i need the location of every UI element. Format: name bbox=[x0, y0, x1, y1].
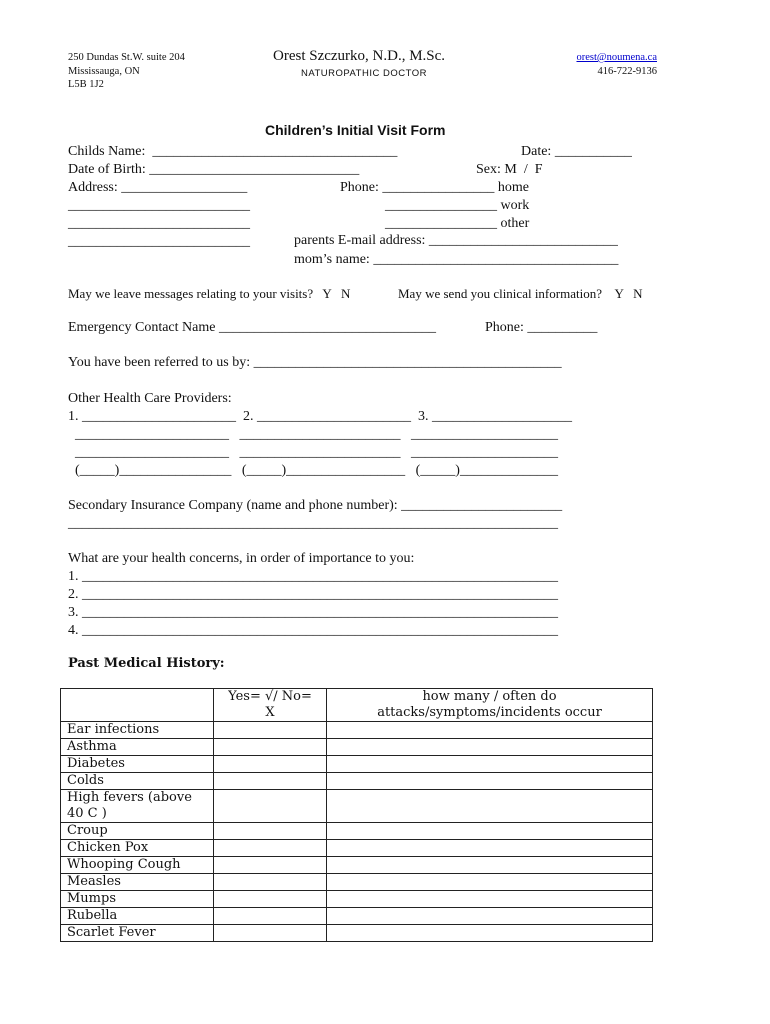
table-row bbox=[61, 739, 653, 756]
email-link[interactable]: orest@noumena.ca bbox=[576, 52, 657, 63]
yes-no-header: Yes= √/ No= X bbox=[214, 689, 327, 722]
yes-no-cell[interactable] bbox=[214, 925, 327, 942]
yes-no-cell[interactable] bbox=[214, 790, 327, 823]
table-row bbox=[61, 857, 653, 874]
clinical-info-question[interactable]: May we send you clinical information? Y N bbox=[398, 286, 643, 301]
frequency-cell[interactable] bbox=[327, 790, 653, 823]
messages-question[interactable]: May we leave messages relating to your visits? Y N bbox=[68, 286, 351, 301]
phone-other-field[interactable]: ________________ other bbox=[385, 216, 530, 231]
condition-name: Ear infections bbox=[61, 722, 214, 739]
table-row bbox=[61, 823, 653, 840]
yes-no-cell[interactable] bbox=[214, 773, 327, 790]
address-line-3[interactable]: __________________________ bbox=[68, 216, 250, 231]
condition-name: Whooping Cough bbox=[61, 857, 214, 874]
yes-no-cell[interactable] bbox=[214, 739, 327, 756]
frequency-cell[interactable] bbox=[327, 773, 653, 790]
emergency-phone-field[interactable]: Phone: __________ bbox=[485, 320, 598, 335]
table-row bbox=[61, 908, 653, 925]
table-row bbox=[61, 790, 653, 823]
condition-name: Diabetes bbox=[61, 756, 214, 773]
phone-work-field[interactable]: ________________ work bbox=[385, 198, 530, 213]
emergency-contact-field[interactable]: Emergency Contact Name _______________________________ bbox=[68, 320, 436, 335]
yes-no-cell[interactable] bbox=[214, 756, 327, 773]
yes-no-cell[interactable] bbox=[214, 874, 327, 891]
yes-no-cell[interactable] bbox=[214, 891, 327, 908]
table-row bbox=[61, 722, 653, 739]
providers-label: Other Health Care Providers: bbox=[68, 391, 232, 406]
concern-3[interactable]: 3. ____________________________________________________________________ bbox=[68, 605, 558, 620]
condition-name: Asthma bbox=[61, 739, 214, 756]
form-title: Children’s Initial Visit Form bbox=[265, 122, 446, 138]
yes-no-cell[interactable] bbox=[214, 722, 327, 739]
table-header-row bbox=[61, 689, 653, 722]
practitioner-name: Orest Szczurko, N.D., M.Sc. bbox=[273, 48, 446, 64]
table-row bbox=[61, 840, 653, 857]
frequency-cell[interactable] bbox=[327, 891, 653, 908]
providers-row-3[interactable]: ______________________ _______________________ _____________________ bbox=[68, 445, 558, 460]
past-medical-history-heading: Past Medical History: bbox=[68, 656, 225, 671]
parent-email-field[interactable]: parents E-mail address: ___________________________ bbox=[294, 233, 618, 248]
clinic-address-line3: L5B 1J2 bbox=[68, 79, 104, 90]
frequency-cell[interactable] bbox=[327, 857, 653, 874]
yes-no-cell[interactable] bbox=[214, 823, 327, 840]
frequency-cell[interactable] bbox=[327, 840, 653, 857]
table-row bbox=[61, 756, 653, 773]
providers-row-1[interactable]: 1. ______________________ 2. ______________________ 3. ____________________ bbox=[68, 409, 572, 424]
yes-no-cell[interactable] bbox=[214, 840, 327, 857]
clinic-address-line2: Mississauga, ON bbox=[68, 66, 140, 77]
insurance-line-2[interactable]: ______________________________________________________________________ bbox=[68, 516, 558, 531]
clinic-address-line1: 250 Dundas St.W. suite 204 bbox=[68, 52, 185, 63]
phone-home-field[interactable]: Phone: ________________ home bbox=[340, 180, 529, 195]
practitioner-title: NATUROPATHIC DOCTOR bbox=[301, 68, 427, 79]
frequency-header: how many / often do attacks/symptoms/incidents occur bbox=[327, 689, 653, 722]
insurance-field[interactable]: Secondary Insurance Company (name and phone number): _______________________ bbox=[68, 498, 563, 513]
clinic-phone: 416-722-9136 bbox=[597, 66, 657, 77]
concerns-label: What are your health concerns, in order of importance to you: bbox=[68, 551, 415, 566]
table-row bbox=[61, 891, 653, 908]
date-field[interactable]: Date: ___________ bbox=[521, 144, 632, 159]
concern-2[interactable]: 2. ____________________________________________________________________ bbox=[68, 587, 558, 602]
providers-row-4[interactable]: (_____)________________ (_____)_________________ (_____)______________ bbox=[68, 463, 558, 478]
dob-field[interactable]: Date of Birth: ______________________________ bbox=[68, 162, 360, 177]
frequency-cell[interactable] bbox=[327, 908, 653, 925]
condition-name: Colds bbox=[61, 773, 214, 790]
condition-name: Measles bbox=[61, 874, 214, 891]
condition-name: Scarlet Fever bbox=[61, 925, 214, 942]
sex-field[interactable]: Sex: M / F bbox=[476, 162, 543, 177]
table-row bbox=[61, 925, 653, 942]
condition-name: High fevers (above 40 C ) bbox=[61, 790, 214, 823]
table-row bbox=[61, 874, 653, 891]
address-field[interactable]: Address: __________________ bbox=[68, 180, 248, 195]
condition-name: Croup bbox=[61, 823, 214, 840]
providers-row-2[interactable]: ______________________ _______________________ _____________________ bbox=[68, 427, 558, 442]
condition-name: Mumps bbox=[61, 891, 214, 908]
table-row bbox=[61, 773, 653, 790]
condition-name: Rubella bbox=[61, 908, 214, 925]
mom-name-field[interactable]: mom’s name: ___________________________________ bbox=[294, 252, 619, 267]
condition-name: Chicken Pox bbox=[61, 840, 214, 857]
childs-name-field[interactable]: Childs Name: ___________________________________ bbox=[68, 144, 398, 159]
concern-4[interactable]: 4. ____________________________________________________________________ bbox=[68, 623, 558, 638]
frequency-cell[interactable] bbox=[327, 739, 653, 756]
condition-header bbox=[61, 689, 214, 722]
medical-history-body bbox=[61, 722, 653, 942]
yes-no-cell[interactable] bbox=[214, 908, 327, 925]
frequency-cell[interactable] bbox=[327, 756, 653, 773]
yes-no-cell[interactable] bbox=[214, 857, 327, 874]
address-line-2[interactable]: __________________________ bbox=[68, 198, 250, 213]
address-line-4[interactable]: __________________________ bbox=[68, 234, 250, 249]
frequency-cell[interactable] bbox=[327, 925, 653, 942]
frequency-cell[interactable] bbox=[327, 874, 653, 891]
frequency-cell[interactable] bbox=[327, 823, 653, 840]
frequency-cell[interactable] bbox=[327, 722, 653, 739]
concern-1[interactable]: 1. ____________________________________________________________________ bbox=[68, 569, 558, 584]
medical-history-table bbox=[60, 688, 653, 942]
referral-field[interactable]: You have been referred to us by: ____________________________________________ bbox=[68, 355, 562, 370]
